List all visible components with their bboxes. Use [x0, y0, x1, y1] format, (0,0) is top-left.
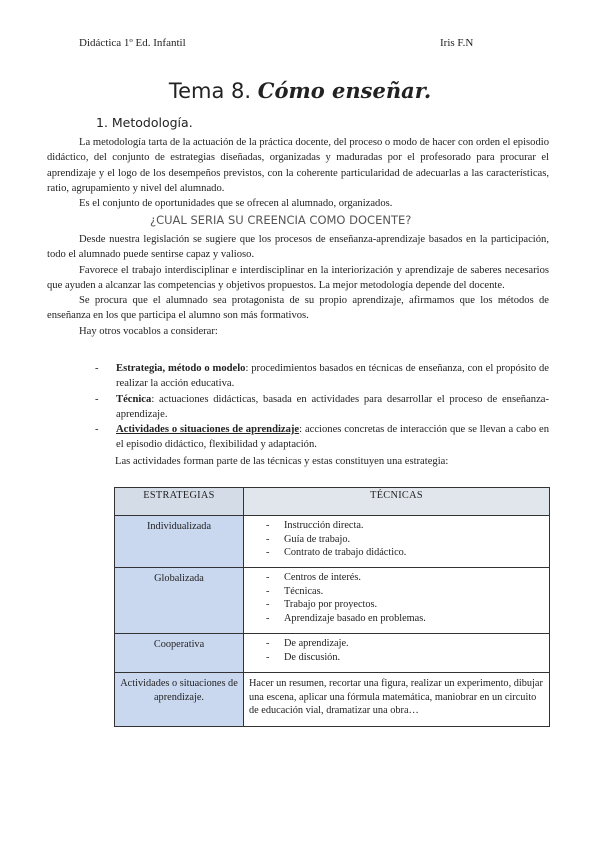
header-author: Iris F.N: [440, 37, 474, 49]
vocab-list: [95, 361, 549, 453]
strategy-cell: Actividades o situaciones de aprendizaje.: [115, 673, 244, 727]
table-row: [115, 516, 550, 568]
title-number: Tema 8.: [168, 79, 252, 103]
activities-cell: Hacer un resumen, recortar una figura, realizar un experimento, dibujar una escena, aplicar una fórmula matemática, maniobrar en un circuito de educación vial, dramatizar una obra…: [244, 673, 550, 727]
vocab-term: Estrategia, método o modelo: [116, 363, 246, 374]
paragraph: Desde nuestra legislación se sugiere que los procesos de enseñanza-aprendizaje basados en la participación, todo el alumnado puede sentirse capaz y valioso.: [47, 234, 549, 261]
technique-item: - De aprendizaje.: [266, 638, 349, 649]
table-row: [115, 673, 550, 727]
vocab-term: Actividades o situaciones de aprendizaje: [116, 424, 300, 436]
list-item: [95, 392, 549, 423]
paragraph: Es el conjunto de oportunidades que se ofrecen al alumnado, organizados.: [79, 198, 393, 210]
technique-item: - Contrato de trabajo didáctico.: [266, 547, 407, 558]
list-item: [95, 361, 549, 392]
paragraph: La metodología tarta de la actuación de la práctica docente, del proceso o modo de hacer con orden el episodio didáctico, del conjunto de estrategias diseñadas, organizadas y maduradas por el profesorado para procurar el aprendizaje y el logo de los desempeños previstos, con la coherente particularidad de adecuarlas a las características, ratio, agrupamiento y nivel del alumnado.: [47, 137, 549, 194]
list-dash: -: [95, 424, 99, 436]
table-row: [115, 634, 550, 673]
technique-item: - Instrucción directa.: [266, 520, 364, 531]
list-dash: -: [95, 393, 99, 405]
page-title: [0, 78, 600, 103]
strategy-cell: Individualizada: [115, 516, 244, 568]
technique-item: - Guía de trabajo.: [266, 533, 351, 545]
header-strategies: ESTRATEGIAS: [115, 488, 244, 516]
vocab-definition: : procedimientos basados en técnicas de enseñanza, con el propósito de realizar la acción educativa.: [116, 363, 549, 390]
technique-item: - Trabajo por proyectos.: [266, 599, 378, 610]
technique-item: - De discusión.: [266, 651, 341, 663]
middle-paragraphs: [47, 232, 549, 339]
title-emphasis: Cómo enseñar.: [257, 78, 432, 103]
paragraph: Se procura que el alumnado sea protagonista de su propio aprendizaje, afirmamos que los métodos de enseñanza en los que participa el alumno son más formativos.: [47, 295, 549, 322]
technique-item: - Aprendizaje basado en problemas.: [266, 612, 426, 624]
techniques-cell: [244, 634, 550, 673]
table-header-row: [115, 488, 550, 516]
vocab-term: Técnica: [116, 393, 152, 405]
strategies-table: [114, 487, 550, 727]
technique-item: - Técnicas.: [266, 585, 324, 597]
strategy-cell: Globalizada: [115, 568, 244, 634]
table-row: [115, 568, 550, 634]
vocab-definition: : acciones concretas de interacción que se llevan a cabo en el episodio didáctico, flexibilidad y adaptación.: [116, 424, 549, 451]
intro-paragraphs: [47, 135, 549, 211]
techniques-cell: [244, 568, 550, 634]
paragraph: Favorece el trabajo interdisciplinar e interdisciplinar en la interiorización y aprendizaje de saberes necesarios que ayuden a alcanzar las competencias y objetivos propuestos. La mejor metodología depende del docente.: [47, 264, 549, 291]
list-item: [95, 422, 549, 453]
strategy-cell: Cooperativa: [115, 634, 244, 673]
question-heading: ¿CUAL SERIA SU CREENCIA COMO DOCENTE?: [150, 213, 412, 227]
header-techniques: TÉCNICAS: [244, 488, 550, 516]
vocab-definition: : actuaciones didácticas, basada en actividades para desarrollar el proceso de enseñanza-aprendizaje.: [116, 393, 549, 420]
technique-item: - Centros de interés.: [266, 572, 361, 583]
paragraph: Hay otros vocablos a considerar:: [79, 325, 218, 337]
list-dash: -: [95, 363, 99, 374]
table-intro: Las actividades forman parte de las técnicas y estas constituyen una estrategia:: [115, 456, 449, 467]
header-course: Didáctica 1º Ed. Infantil: [79, 37, 186, 49]
section-heading: 1. Metodología.: [96, 115, 193, 130]
techniques-cell: [244, 516, 550, 568]
